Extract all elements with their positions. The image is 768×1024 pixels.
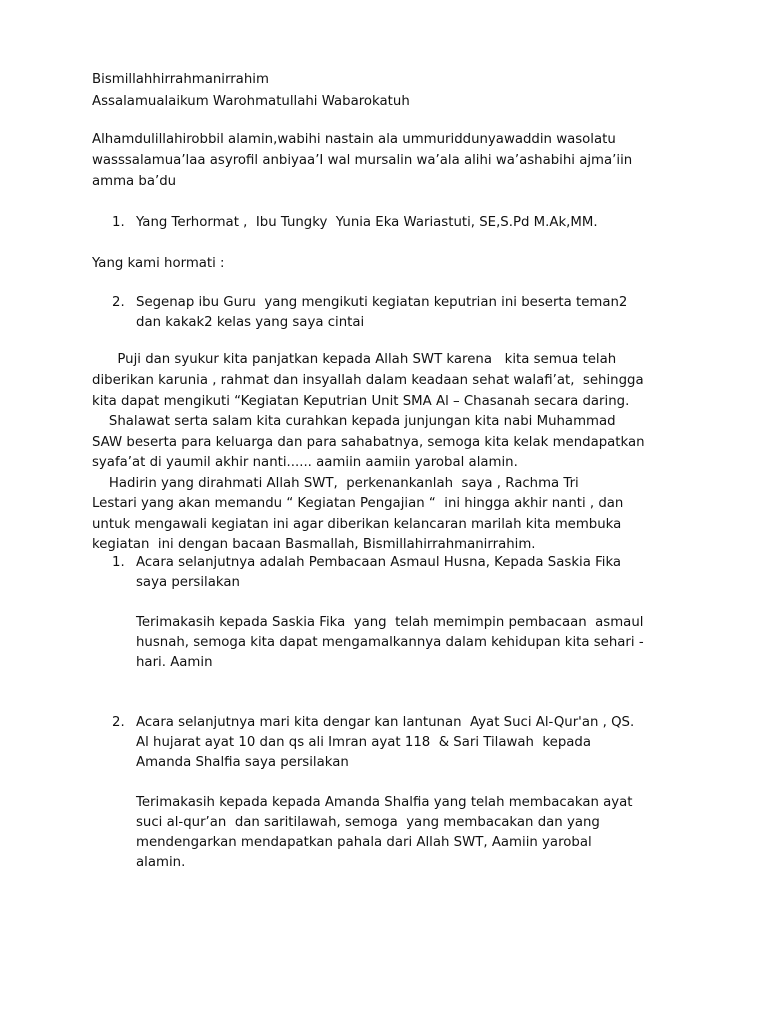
body-paragraph-2-line-2: SAW beserta para keluarga dan para sahabatnya, semoga kita kelak mendapatkan <box>92 435 645 450</box>
opening-line-2: wasssalamua’laa asyrofil anbiyaa’I wal mursalin wa’ala alihi wa’ashabihi ajma’iin <box>92 153 633 168</box>
agenda-2-thanks-line-2: suci al-qur’an dan saritilawah, semoga yang membacakan dan yang <box>136 815 600 830</box>
body-paragraph-3-line-4: kegiatan ini dengan bacaan Basmallah, Bismillahirrahmanirrahim. <box>92 537 536 552</box>
body-paragraph-2-line-1: Shalawat serta salam kita curahkan kepada junjungan kita nabi Muhammad <box>92 414 616 429</box>
body-paragraph-3-line-2: Lestari yang akan memandu “ Kegiatan Pengajian “ ini hingga akhir nanti , dan <box>92 496 624 511</box>
body-paragraph-3-line-1: Hadirin yang dirahmati Allah SWT, perkenankanlah saya , Rachma Tri <box>92 476 579 491</box>
body-paragraph-1-line-1: Puji dan syukur kita panjatkan kepada Allah SWT karena kita semua telah <box>92 352 617 367</box>
agenda-2-thanks-line-4: alamin. <box>136 855 186 870</box>
opening-line-1: Alhamdulillahirobbil alamin,wabihi nastain ala ummuriddunyawaddin wasolatu <box>92 132 616 147</box>
honored-list-2-line-1: Segenap ibu Guru yang mengikuti kegiatan keputrian ini beserta teman2 <box>136 295 628 310</box>
agenda-1-number: 1. <box>112 555 125 570</box>
agenda-2-line-1: Acara selanjutnya mari kita dengar kan lantunan Ayat Suci Al-Qur'an , QS. <box>136 715 635 730</box>
agenda-2-thanks-line-3: mendengarkan mendapatkan pahala dari Allah SWT, Aamiin yarobal <box>136 835 592 850</box>
agenda-1-thanks-line-3: hari. Aamin <box>136 655 213 670</box>
greeting-line-2: Assalamualaikum Warohmatullahi Wabarokatuh <box>92 94 410 109</box>
agenda-1-thanks-line-1: Terimakasih kepada Saskia Fika yang telah memimpin pembacaan asmaul <box>136 615 644 630</box>
agenda-1-line-2: saya persilakan <box>136 575 240 590</box>
honored-list-1-text: Yang Terhormat , Ibu Tungky Yunia Eka Wariastuti, SE,S.Pd M.Ak,MM. <box>136 215 598 230</box>
agenda-2-line-3: Amanda Shalfia saya persilakan <box>136 755 349 770</box>
honored-list-1-number: 1. <box>112 215 125 230</box>
agenda-2-thanks-line-1: Terimakasih kepada kepada Amanda Shalfia yang telah membacakan ayat <box>136 795 633 810</box>
greeting-line-1: Bismillahhirrahmanirrahim <box>92 72 269 87</box>
agenda-2-number: 2. <box>112 715 125 730</box>
respected-heading: Yang kami hormati : <box>92 256 225 271</box>
body-paragraph-1-line-3: kita dapat mengikuti “Kegiatan Keputrian Unit SMA Al – Chasanah secara daring. <box>92 394 630 409</box>
agenda-2-line-2: Al hujarat ayat 10 dan qs ali Imran ayat 118 & Sari Tilawah kepada <box>136 735 592 750</box>
honored-list-2-line-2: dan kakak2 kelas yang saya cintai <box>136 315 365 330</box>
agenda-1-line-1: Acara selanjutnya adalah Pembacaan Asmaul Husna, Kepada Saskia Fika <box>136 555 622 570</box>
body-paragraph-1-line-2: diberikan karunia , rahmat dan insyallah dalam keadaan sehat walafi’at, sehingga <box>92 373 644 388</box>
agenda-1-thanks-line-2: husnah, semoga kita dapat mengamalkannya dalam kehidupan kita sehari - <box>136 635 644 650</box>
honored-list-2-number: 2. <box>112 295 125 310</box>
body-paragraph-2-line-3: syafa’at di yaumil akhir nanti...... aamiin aamiin yarobal alamin. <box>92 455 518 470</box>
opening-line-3: amma ba’du <box>92 174 177 189</box>
body-paragraph-3-line-3: untuk mengawali kegiatan ini agar diberikan kelancaran marilah kita membuka <box>92 517 622 532</box>
